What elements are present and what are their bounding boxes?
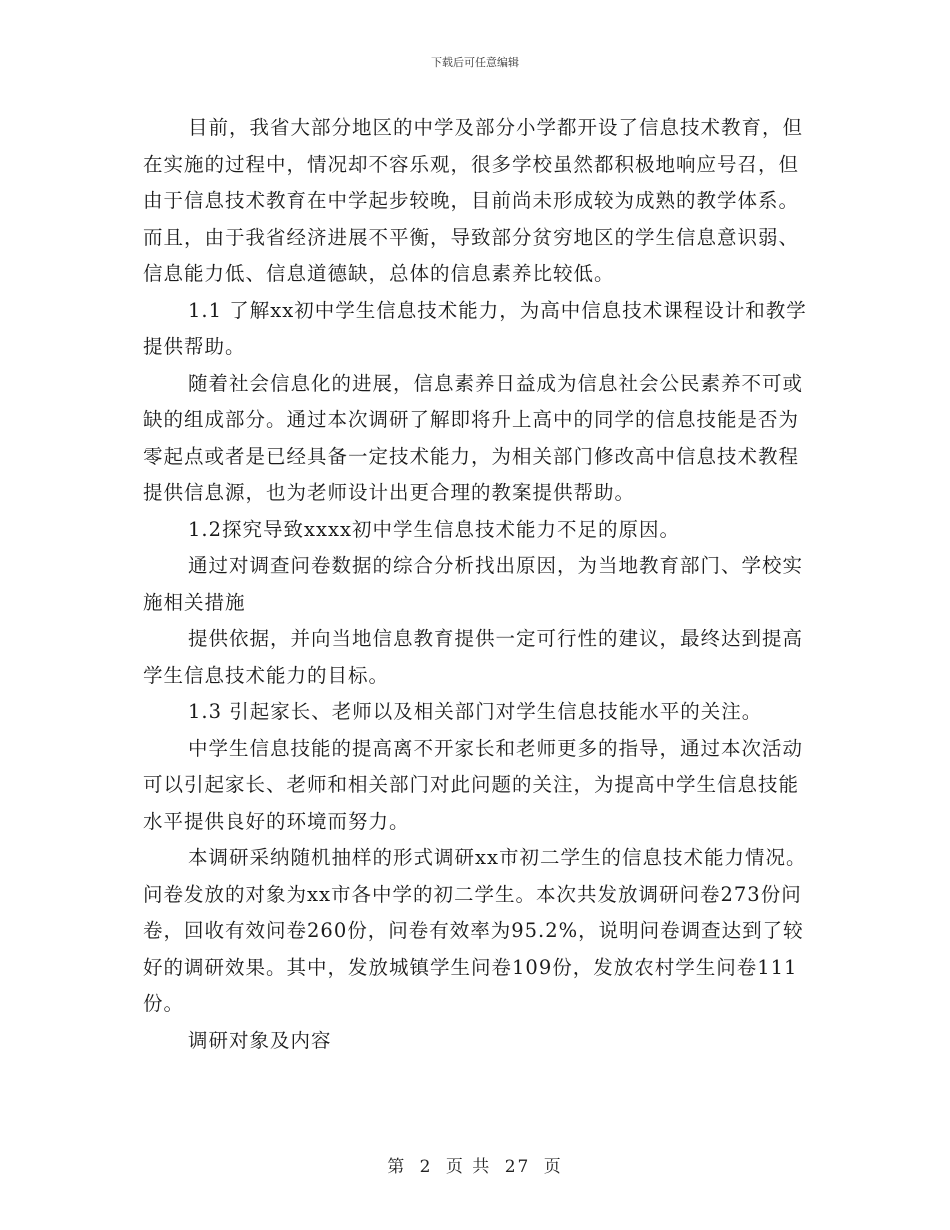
section-heading-1-1: 1.1 了解xx初中学生信息技术能力，为高中信息技术课程设计和教学提供帮助。 bbox=[143, 298, 807, 358]
footer-page-number: 2 bbox=[419, 1157, 433, 1177]
header-note: 下载后可任意编辑 bbox=[431, 56, 519, 69]
section-heading-1-3: 1.3 引起家长、老师以及相关部门对学生信息技能水平的关注。 bbox=[188, 700, 763, 723]
page-footer bbox=[0, 1152, 950, 1177]
footer-total-pages: 27 bbox=[504, 1157, 531, 1177]
footer-prefix: 第 bbox=[387, 1157, 407, 1177]
footer-middle: 页 共 bbox=[445, 1157, 492, 1177]
paragraph-intro: 目前，我省大部分地区的中学及部分小学都开设了信息技术教育，但在实施的过程中，情况却不容乐观，很多学校虽然都积极地响应号召，但由于信息技术教育在中学起步较晚，目前尚未形成较为成熟的教学体系。而且，由于我省经济进展不平衡，导致部分贫穷地区的学生信息意识弱、信息能力低、信息道德缺，总体的信息素养比较低。 bbox=[143, 116, 804, 285]
paragraph-1-1-body: 随着社会信息化的进展，信息素养日益成为信息社会公民素养不可或缺的组成部分。通过本次调研了解即将升上高中的同学的信息技能是否为零起点或者是已经具备一定技术能力，为相关部门修改高中信息技术教程提供信息源，也为老师设计出更合理的教案提供帮助。 bbox=[143, 371, 804, 504]
footer-suffix: 页 bbox=[543, 1157, 563, 1177]
page-header bbox=[0, 54, 950, 70]
paragraph-1-2-body-a: 通过对调查问卷数据的综合分析找出原因，为当地教育部门、学校实施相关措施 bbox=[143, 554, 804, 614]
paragraph-1-3-body: 中学生信息技能的提高离不开家长和老师更多的指导，通过本次活动可以引起家长、老师和相关部门对此问题的关注，为提高中学生信息技能水平提供良好的环境而努力。 bbox=[143, 736, 804, 833]
section-heading-1-2: 1.2探究导致xxxx初中学生信息技术能力不足的原因。 bbox=[188, 517, 681, 541]
section-heading-survey-subjects: 调研对象及内容 bbox=[188, 1028, 332, 1052]
paragraph-survey-method: 本调研采纳随机抽样的形式调研xx市初二学生的信息技术能力情况。问卷发放的对象为xx市各中学的初二学生。本次共发放调研问卷273份问卷，回收有效问卷260份，问卷有效率为95.2%，说明问卷调查达到了较好的调研效果。其中，发放城镇学生问卷109份，发放农村学生问卷111份。 bbox=[143, 846, 807, 1015]
document-body bbox=[143, 110, 808, 1059]
paragraph-1-2-body-b: 提供依据，并向当地信息教育提供一定可行性的建议，最终达到提高学生信息技术能力的目标。 bbox=[143, 627, 804, 687]
